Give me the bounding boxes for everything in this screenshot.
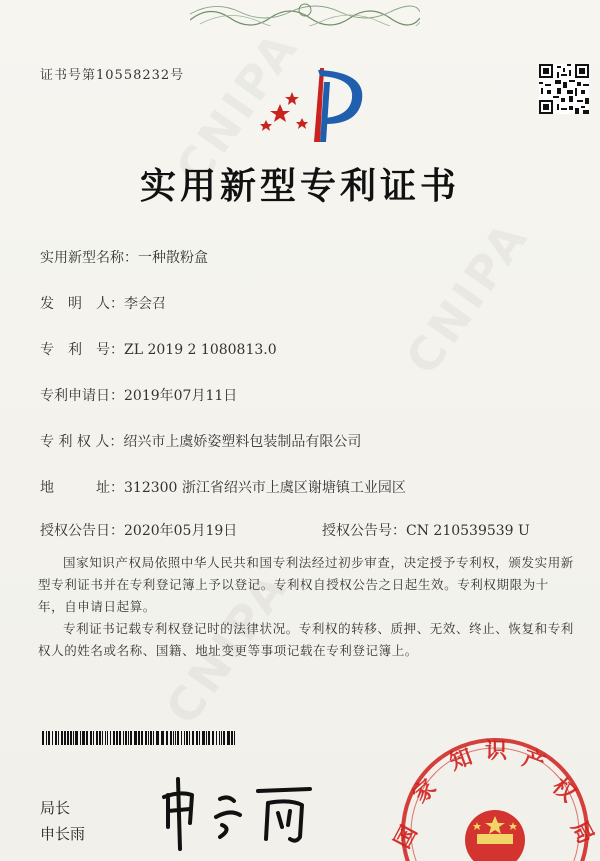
field-value: 一种散粉盒	[138, 250, 208, 266]
signature-name: 申长雨	[40, 825, 86, 843]
cnipa-logo-icon	[258, 62, 378, 144]
certificate-number: 证书号第10558232号	[40, 68, 185, 83]
qr-code-icon	[539, 64, 589, 114]
field-utility-model-name	[40, 247, 208, 267]
field-label: 专利申请日：	[40, 388, 124, 404]
field-patentee	[40, 431, 361, 451]
field-value: CN 210539539 U	[406, 523, 530, 539]
svg-text:家: 家	[407, 774, 442, 809]
field-inventor	[40, 293, 166, 313]
field-label: 专 利 号：	[40, 342, 124, 358]
field-grant-number	[322, 520, 530, 540]
field-value: 2019年07月11日	[124, 388, 238, 404]
paragraph-legal-status: 专利证书记载专利权登记时的法律状况。专利权的转移、质押、无效、终止、恢复和专利权人的姓名或名称、国籍、地址变更等事项记载在专利登记簿上。	[38, 621, 574, 658]
field-label: 地 址：	[40, 480, 124, 496]
field-label: 授权公告号：	[322, 523, 406, 539]
field-label: 发 明 人：	[40, 296, 124, 312]
official-seal-icon	[385, 722, 600, 861]
field-address	[40, 477, 406, 497]
svg-text:权: 权	[546, 773, 581, 808]
field-label: 专 利 权 人：	[40, 434, 124, 450]
field-filing-date	[40, 385, 237, 405]
barcode-icon	[42, 731, 238, 745]
svg-text:产: 产	[518, 745, 549, 778]
field-patent-number	[40, 339, 277, 359]
field-label: 实用新型名称：	[40, 250, 138, 266]
certificate-title: 实用新型专利证书	[139, 165, 460, 207]
body-text	[38, 552, 574, 662]
svg-text:国: 国	[389, 821, 423, 853]
field-grant-date	[40, 520, 237, 540]
field-value: 李会召	[124, 296, 166, 312]
signature-role: 局长	[40, 799, 71, 817]
field-value: 2020年05月19日	[124, 523, 238, 539]
field-label: 授权公告日：	[40, 523, 124, 539]
svg-text:局: 局	[565, 816, 599, 849]
field-value: 312300 浙江省绍兴市上虞区谢塘镇工业园区	[124, 480, 406, 496]
svg-text:知: 知	[446, 743, 476, 776]
watermark	[395, 210, 539, 384]
decorative-border	[190, 0, 420, 26]
field-value: ZL 2019 2 1080813.0	[124, 342, 277, 358]
handwritten-signature	[150, 765, 325, 855]
svg-text:识: 识	[485, 738, 508, 764]
paragraph-grant-statement: 国家知识产权局依照中华人民共和国专利法经过初步审查，决定授予专利权，颁发实用新型专利证书并在专利登记簿上予以登记。专利权自授权公告之日起生效。专利权期限为十年，自申请日起算。	[38, 555, 574, 614]
field-value: 绍兴市上虞娇姿塑料包装制品有限公司	[123, 434, 362, 450]
